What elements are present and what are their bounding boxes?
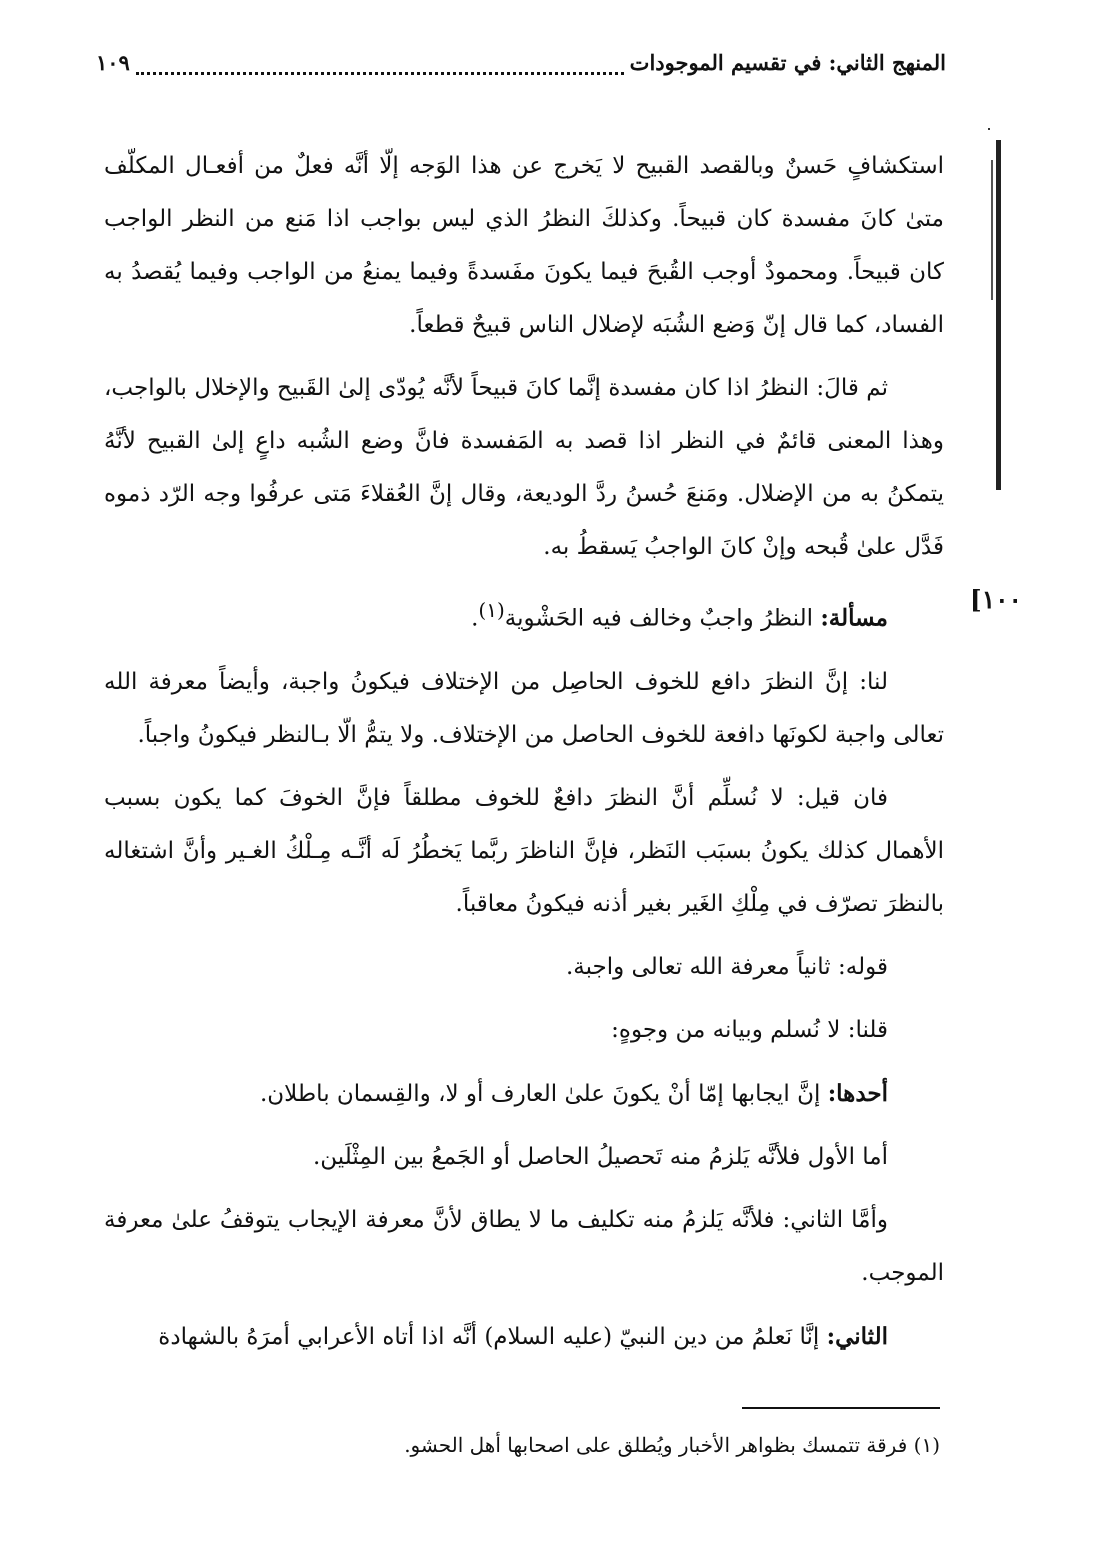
- footnote-separator: [742, 1407, 940, 1409]
- footnote: (١) فرقة تتمسك بظواهر الأخبار ويُطلق على اصحابها أهل الحشو.: [404, 1433, 940, 1457]
- paragraph: استكشافٍ حَسنٌ وبالقصد القبيح لا يَخرج عن هذا الوَجه إلّا أنَّه فعلٌ من أفعـال المكلّف متىٰ كانَ مفسدة كان قبيحاً. وكذلكَ النظرُ الذي ليس بواجب اذا مَنع من النظر الواجب كان قبيحاً. ومحمودٌ أوجب القُبحَ فيما يكونَ مفَسدةً وفيما يمنعُ من الواجب وفيما يُقصدُ به الفساد، كما قال إنّ وَضع الشُبَه لإضلال الناس قبيحٌ قطعاً.: [104, 153, 944, 338]
- binding-edge-line-secondary: [991, 160, 993, 300]
- issue-heading: [104, 584, 944, 646]
- running-header: [96, 42, 946, 82]
- binding-edge-line: [996, 140, 1001, 490]
- paragraph: فان قيل: لا نُسلِّم أنَّ النظرَ دافعٌ للخوف مطلقاً فإنَّ الخوفَ كما يكون بسبب الأهمال كذلك يكونُ بسبَب النَظر، فإنَّ الناظرَ ربَّما يَخطُرُ لَه أنَّـه مِـلْكُ الغـير وأنَّ اشتغاله بالنظرَ تصرّف في مِلْكِ الغَير بغير أذنه فيكونُ معاقباً.: [104, 784, 944, 917]
- issue-text: النظرُ واجبٌ وخالف فيه الحَشْوية: [504, 605, 821, 632]
- paragraph: ثم قالَ: النظرُ اذا كان مفسدة إنَّما كانَ قبيحاً لأنَّه يُودّى إلىٰ القَبيح والإخلال بالواجب، وهذا المعنى قائمٌ في النظر اذا قصد به المَفسدة فانَّ وضع الشُبه داعٍ إلىٰ القبيح لأنَّهُ يتمكنُ به من الإضلال. ومَنعَ حُسنُ ردَّ الوديعة، وقال إنَّ العُقلاءَ مَتى عرفُوا وجه الرّد ذموه فَدَّل علىٰ قُبحه وإنْ كانَ الواجبُ يَسقطُ به.: [104, 375, 944, 560]
- issue-label: مسألة:: [820, 604, 888, 632]
- main-text: [104, 140, 944, 1364]
- argument-label: الثاني:: [826, 1322, 888, 1350]
- margin-page-reference: ١٠٠]: [969, 585, 1022, 614]
- paragraph: قوله: ثانياً معرفة الله تعالى واجبة.: [565, 953, 888, 980]
- argument-label: أحدها:: [827, 1079, 888, 1107]
- margin-mark: [988, 128, 990, 130]
- argument-second: [104, 1310, 944, 1364]
- argument-first: [104, 1067, 944, 1121]
- header-title: المنهج الثاني: في تقسيم الموجودات: [629, 49, 946, 75]
- paragraph: أما الأول فلأنَّه يَلزمُ منه تَحصيلُ الحاصل أو الجَمعُ بين المِثْلَين.: [312, 1143, 888, 1170]
- argument-text: إنَّ ايجابها إمّا أنْ يكونَ علىٰ العارف أو لا، والقِسمان باطلان.: [259, 1080, 828, 1107]
- paragraph: لنا: إنَّ النظرَ دافع للخوف الحاصِل من الإختلاف فيكونُ واجبة، وأيضاً معرفة الله تعالى واجبة لكونَها دافعة للخوف الحاصل من الإختلاف. ولا يتمُّ الّا بـالنظر فيكونُ واجباً.: [104, 668, 944, 748]
- paragraph: قلنا: لا نُسلم وبيانه من وجوهٍ:: [611, 1016, 888, 1043]
- paragraph: وأمَّا الثاني: فلأنَّه يَلزمُ منه تكليف ما لا يطاق لأنَّ معرفة الإيجاب يتوقفُ علىٰ معرفة الموجب.: [104, 1206, 944, 1286]
- page-number: ١٠٩: [96, 49, 130, 75]
- issue-end: .: [471, 605, 479, 632]
- argument-text: إنَّا نَعلمُ من دين النبيّ (عليه السلام) أنَّه اذا أتاه الأعرابي أمرَهُ بالشهادة: [158, 1323, 827, 1350]
- footnote-ref: (١): [478, 598, 505, 622]
- dot-leaders: [136, 54, 624, 75]
